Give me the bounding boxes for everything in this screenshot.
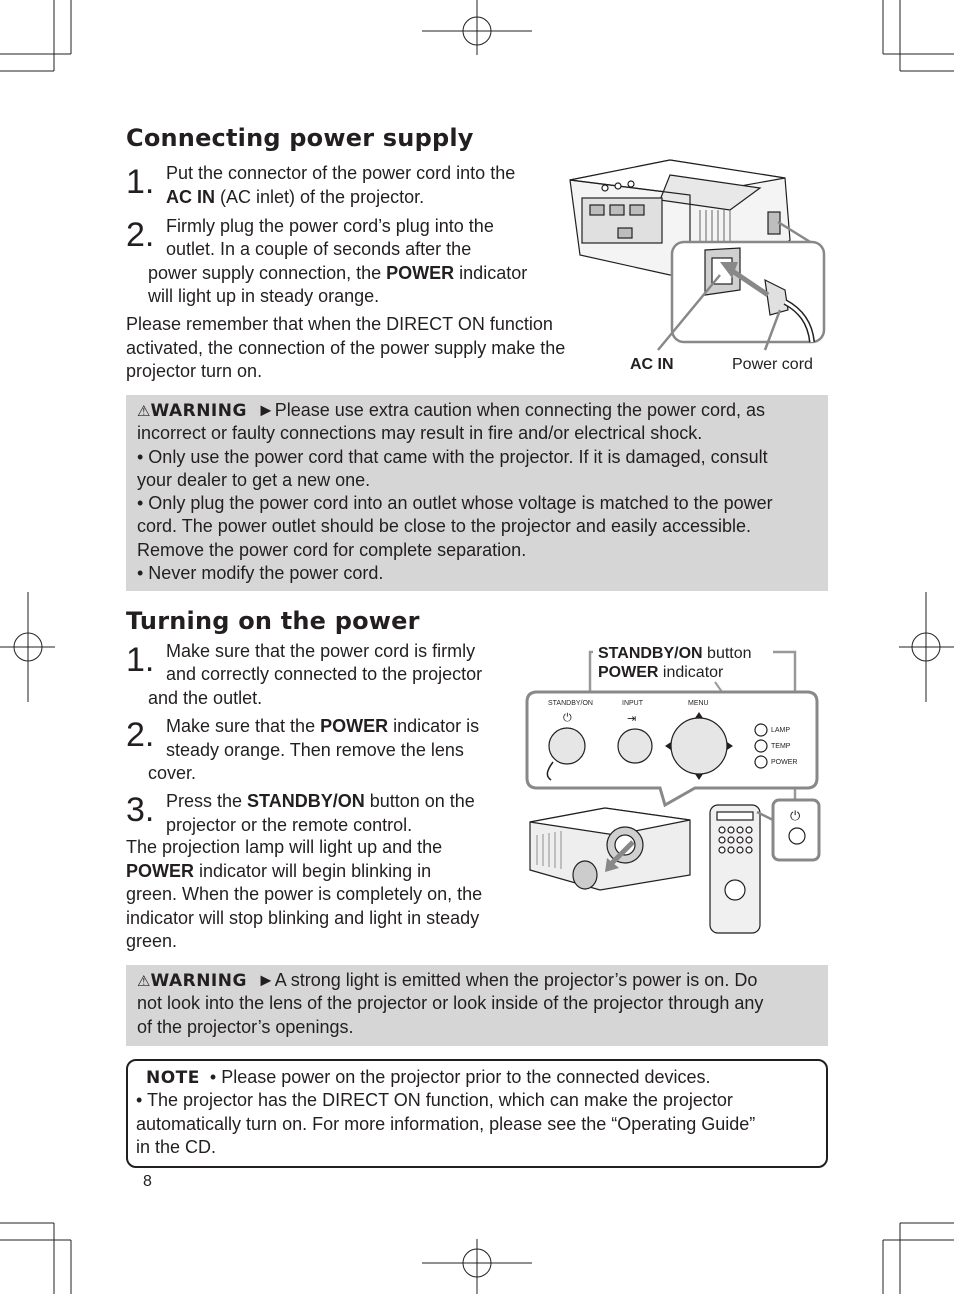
warning-text: • Never modify the power cord. — [137, 563, 384, 583]
power-symbol-icon: ⏻ — [563, 712, 572, 724]
warning-text: • Only plug the power cord into an outlet whose voltage is matched to the power — [137, 493, 773, 513]
control-panel-illustration — [525, 640, 825, 940]
warning-title: WARNING — [150, 401, 247, 421]
step-text: projector or the remote control. — [166, 815, 413, 835]
note-text — [146, 1066, 711, 1091]
warning-text: of the projector’s openings. — [137, 1017, 354, 1037]
section-title-connecting-power: Connecting power supply — [126, 124, 474, 152]
paragraph — [126, 860, 431, 884]
projector-rear-illustration — [560, 150, 830, 370]
warning-text: ►Please use extra caution when connecting the power cord, as — [256, 400, 766, 420]
warning-text: ►A strong light is emitted when the projector’s power is on. Do — [256, 970, 758, 990]
step-text: (AC inlet) of the projector. — [215, 187, 425, 207]
figure-label-power-cord: Power cord — [732, 356, 813, 373]
step-number: 1. — [126, 163, 155, 201]
warning-text: • Only use the power cord that came with the projector. If it is damaged, consult — [137, 447, 768, 467]
paragraph-bold: POWER — [126, 861, 195, 881]
note-text: • Please power on the projector prior to the connected devices. — [209, 1067, 711, 1087]
step-number: 2. — [126, 216, 155, 254]
note-text: in the CD. — [136, 1137, 217, 1157]
warning-icon: ⚠ — [137, 403, 151, 420]
warning-box — [126, 965, 828, 1046]
paragraph: Please remember that when the DIRECT ON function — [126, 314, 553, 334]
step-text: steady orange. Then remove the lens — [166, 740, 464, 760]
callout-text: button — [702, 645, 752, 662]
step-text: cover. — [148, 763, 197, 783]
step-text: Firmly plug the power cord’s plug into the — [166, 216, 494, 236]
step-text-bold: POWER — [320, 716, 389, 736]
step-text — [166, 715, 479, 739]
step-text: outlet. In a couple of seconds after the — [166, 239, 472, 259]
panel-label-menu: MENU — [688, 700, 709, 707]
page-number: 8 — [143, 1173, 152, 1190]
callout-power-indicator — [598, 664, 723, 682]
warning-text: cord. The power outlet should be close to the projector and easily accessible. — [137, 516, 752, 536]
step-text: indicator is — [388, 716, 480, 736]
step-text: Make sure that the power cord is firmly — [166, 641, 476, 661]
panel-label-lamp: LAMP — [771, 727, 791, 734]
step-number: 3. — [126, 791, 155, 829]
step-text: Put the connector of the power cord into the — [166, 163, 516, 183]
step-text — [166, 186, 424, 210]
step-text-bold: AC IN — [166, 187, 215, 207]
callout-standby-button — [598, 645, 752, 663]
step-text-bold: STANDBY/ON — [247, 791, 365, 811]
paragraph: projector turn on. — [126, 361, 263, 381]
warning-text: incorrect or faulty connections may result in fire and/or electrical shock. — [137, 423, 703, 443]
paragraph: indicator will begin blinking in — [194, 861, 432, 881]
note-text: • The projector has the DIRECT ON function, which can make the projector — [136, 1090, 733, 1110]
paragraph: green. When the power is completely on, the — [126, 884, 483, 904]
step-number: 1. — [126, 641, 155, 679]
note-box — [126, 1059, 828, 1168]
step-text: will light up in steady orange. — [148, 286, 380, 306]
panel-label-power: POWER — [771, 759, 798, 766]
warning-text: Remove the power cord for complete separation. — [137, 540, 527, 560]
warning-text: not look into the lens of the projector or look inside of the projector through any — [137, 993, 764, 1013]
step-text: indicator — [454, 263, 528, 283]
note-text: automatically turn on. For more information, please see the “Operating Guide” — [136, 1114, 756, 1134]
warning-text: your dealer to get a new one. — [137, 470, 371, 490]
callout-text: indicator — [658, 664, 724, 681]
paragraph: green. — [126, 931, 178, 951]
paragraph: The projection lamp will light up and the — [126, 837, 443, 857]
panel-label-temp: TEMP — [771, 743, 791, 750]
panel-label-standby: STANDBY/ON — [548, 700, 593, 707]
paragraph: activated, the connection of the power supply make the — [126, 338, 566, 358]
step-text: power supply connection, the — [148, 263, 387, 283]
step-text: and the outlet. — [148, 688, 263, 708]
panel-label-input: INPUT — [622, 700, 643, 707]
step-text-bold: POWER — [386, 263, 455, 283]
callout-bold: STANDBY/ON — [598, 645, 703, 662]
warning-icon: ⚠ — [137, 973, 151, 990]
step-text — [148, 262, 527, 286]
step-text: and correctly connected to the projector — [166, 664, 483, 684]
step-text: Press the — [166, 791, 248, 811]
warning-title: WARNING — [150, 971, 247, 991]
callout-bold: POWER — [598, 664, 659, 681]
note-title: NOTE — [146, 1068, 200, 1088]
figure-label-ac-in: AC IN — [630, 356, 674, 373]
paragraph: indicator will stop blinking and light in steady — [126, 908, 480, 928]
step-number: 2. — [126, 716, 155, 754]
step-text: button on the — [364, 791, 475, 811]
step-text: Make sure that the — [166, 716, 321, 736]
step-text — [166, 790, 475, 814]
warning-text — [137, 969, 757, 994]
input-symbol-icon: ⇥ — [627, 713, 637, 725]
section-title-turning-on: Turning on the power — [126, 607, 420, 635]
power-symbol-icon: ⏻ — [790, 808, 801, 823]
warning-box — [126, 395, 828, 591]
warning-text — [137, 399, 765, 424]
